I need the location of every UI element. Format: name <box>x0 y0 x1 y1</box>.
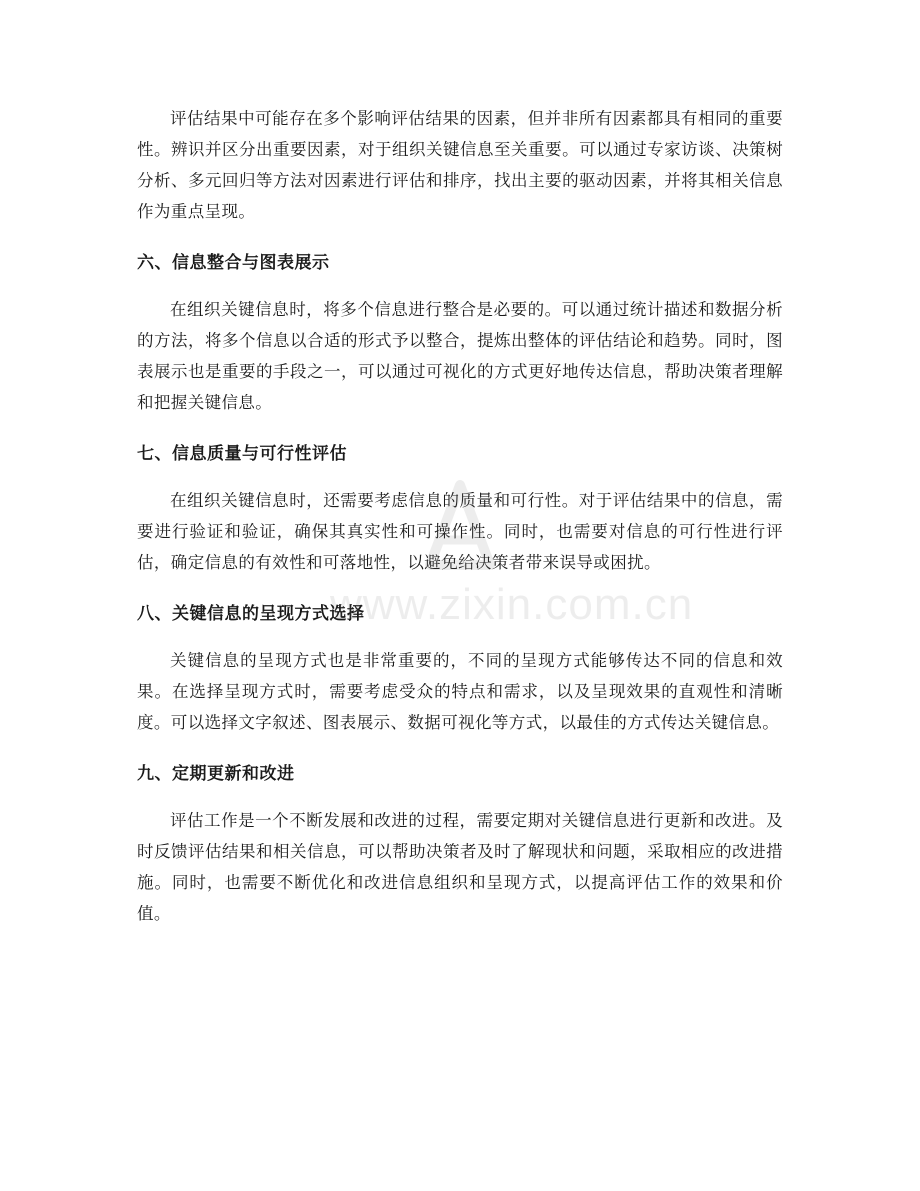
section-heading-6: 六、信息整合与图表展示 <box>137 253 330 273</box>
section-heading-9: 九、定期更新和改进 <box>137 764 295 784</box>
section-heading-8: 八、关键信息的呈现方式选择 <box>137 604 365 624</box>
intro-paragraph: 评估结果中可能存在多个影响评估结果的因素，但并非所有因素都具有相同的重要性。辨识并区分出重要因素，对于组织关键信息至关重要。可以通过专家访谈、决策树分析、多元回归等方法对因素进行评估和排序，找出主要的驱动因素，并将其相关信息作为重点呈现。 <box>137 109 783 221</box>
section-paragraph-8: 关键信息的呈现方式也是非常重要的，不同的呈现方式能够传达不同的信息和效果。在选择呈现方式时，需要考虑受众的特点和需求，以及呈现效果的直观性和清晰度。可以选择文字叙述、图表展示、数据可视化等方式，以最佳的方式传达关键信息。 <box>137 651 783 732</box>
section-paragraph-9: 评估工作是一个不断发展和改进的过程，需要定期对关键信息进行更新和改进。及时反馈评估结果和相关信息，可以帮助决策者及时了解现状和问题，采取相应的改进措施。同时，也需要不断优化和改进信息组织和呈现方式，以提高评估工作的效果和价值。 <box>137 811 783 923</box>
watermark-text: www.zixin.com.cn <box>330 580 694 629</box>
document-body <box>137 103 783 929</box>
section-paragraph-6: 在组织关键信息时，将多个信息进行整合是必要的。可以通过统计描述和数据分析的方法，将多个信息以合适的形式予以整合，提炼出整体的评估结论和趋势。同时，图表展示也是重要的手段之一，可以通过可视化的方式更好地传达信息，帮助决策者理解和把握关键信息。 <box>137 300 783 412</box>
section-paragraph-7: 在组织关键信息时，还需要考虑信息的质量和可行性。对于评估结果中的信息，需要进行验证和验证，确保其真实性和可操作性。同时，也需要对信息的可行性进行评估，确定信息的有效性和可落地性，以避免给决策者带来误导或困扰。 <box>137 491 783 572</box>
section-heading-7: 七、信息质量与可行性评估 <box>137 444 347 464</box>
